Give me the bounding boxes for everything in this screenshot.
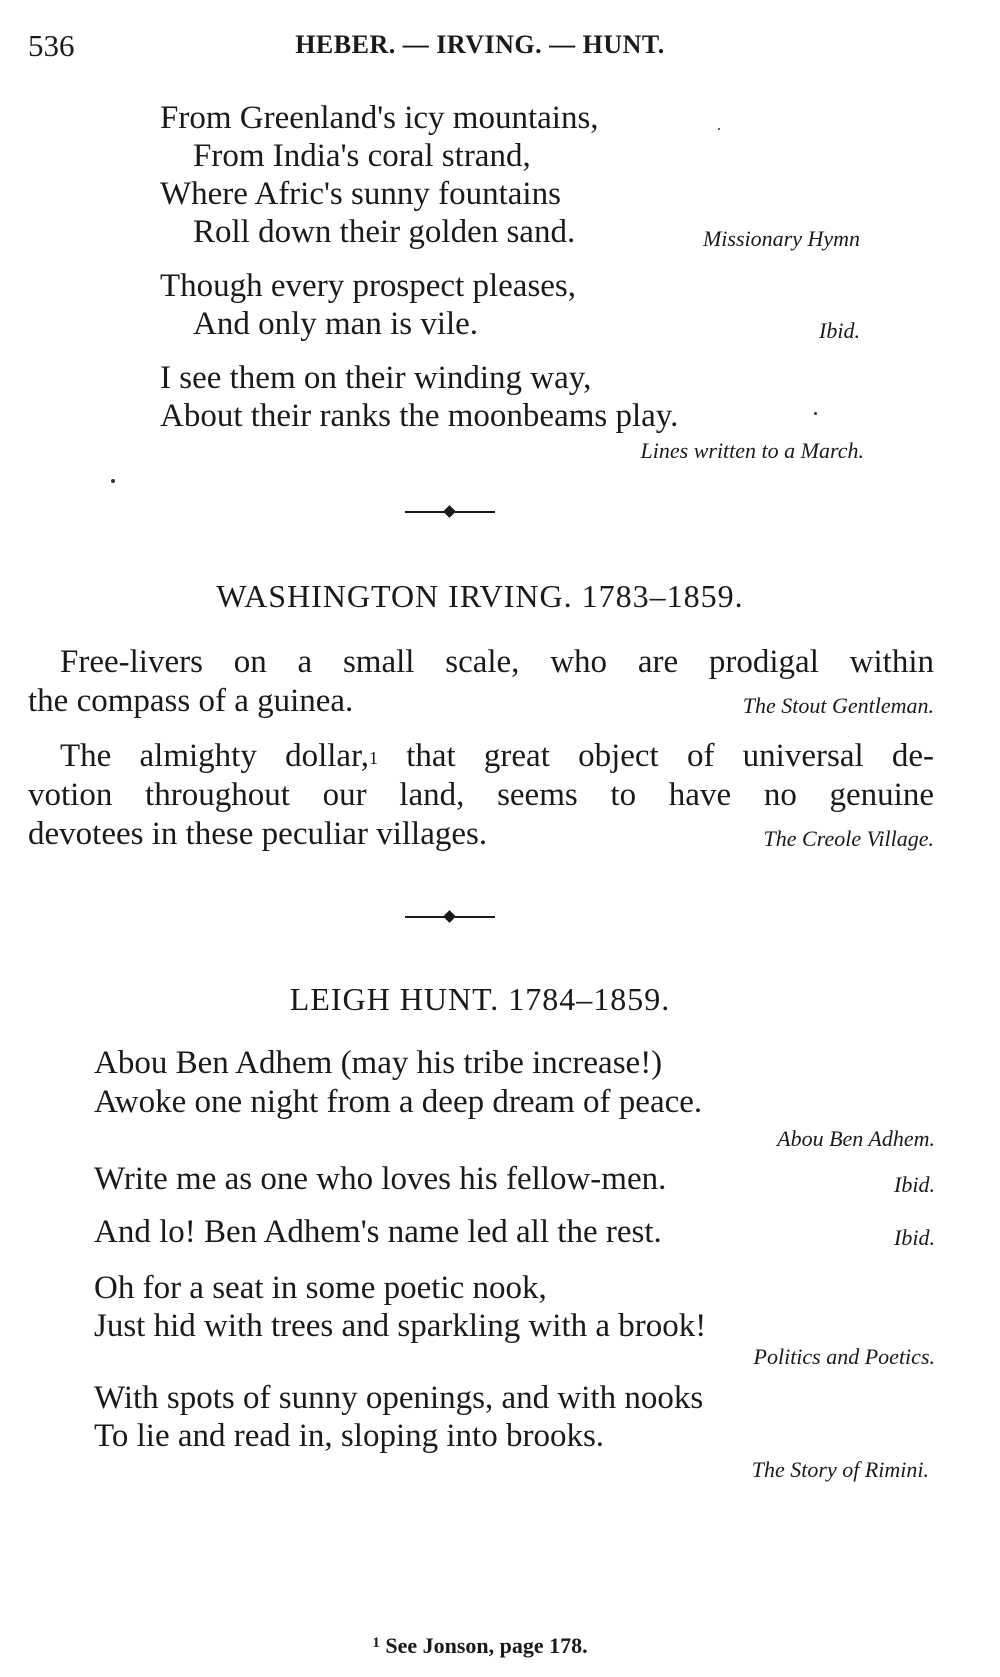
quote-source: Missionary Hymn — [702, 226, 860, 251]
verse-line: To lie and read in, sloping into brooks. — [94, 1418, 605, 1454]
divider-rule — [405, 916, 445, 918]
prose-line: votion throughout our land, seems to have no genuine — [28, 777, 934, 813]
footnote-reference: 1 — [368, 748, 378, 768]
divider-rule — [405, 511, 445, 513]
verse-line: Abou Ben Adhem (may his tribe increase!) — [94, 1045, 663, 1081]
quote-source: The Stout Gentleman. — [742, 693, 934, 718]
verse-line: Just hid with trees and sparkling with a brook! — [94, 1308, 707, 1344]
quote-source: Ibid. — [819, 318, 860, 343]
page-number: 536 — [28, 28, 75, 63]
prose-line-last — [28, 815, 934, 854]
verse-line: And only man is vile. — [193, 306, 479, 342]
verse-line: Awoke one night from a deep dream of peace. — [94, 1084, 703, 1120]
prose-line-last — [28, 682, 934, 721]
verse-line: I see them on their winding way, — [160, 360, 592, 396]
verse-line: About their ranks the moonbeams play. — [160, 398, 679, 434]
verse-line: From India's coral strand, — [193, 138, 531, 174]
verse-line: Where Afric's sunny fountains — [160, 176, 561, 212]
quote-source: Lines written to a March. — [640, 438, 864, 463]
quote-source: Abou Ben Adhem. — [777, 1126, 935, 1151]
divider-rule — [455, 511, 495, 513]
quote-source: The Creole Village. — [763, 826, 934, 851]
verse-line: Roll down their golden sand. — [193, 214, 576, 250]
prose-text: that great object of universal de- — [377, 738, 934, 774]
verse-line: And lo! Ben Adhem's name led all the rest. — [94, 1214, 662, 1250]
prose-text: devotees in these peculiar villages. — [28, 816, 488, 852]
diamond-ornament-icon — [443, 910, 456, 923]
prose-line — [28, 737, 934, 776]
prose-quote — [28, 643, 934, 721]
author-heading: WASHINGTON IRVING. 1783–1859. — [216, 578, 744, 614]
quote-source: Ibid. — [894, 1225, 935, 1250]
prose-text: the compass of a guinea. — [28, 683, 354, 719]
quote-source: Ibid. — [894, 1172, 935, 1197]
print-speck — [814, 412, 817, 415]
verse-line: From Greenland's icy mountains, — [160, 100, 599, 136]
print-speck — [718, 128, 720, 130]
quote-source: The Story of Rimini. — [751, 1457, 929, 1482]
diamond-ornament-icon — [443, 505, 456, 518]
author-heading: LEIGH HUNT. 1784–1859. — [289, 981, 671, 1017]
print-speck — [111, 479, 115, 483]
footnote-text: See Jonson, page 178. — [385, 1633, 588, 1658]
verse-line: Though every prospect pleases, — [160, 268, 577, 304]
footnote-mark: 1 — [372, 1635, 380, 1651]
footnote — [0, 1633, 960, 1659]
verse-line: Write me as one who loves his fellow-men. — [94, 1161, 667, 1197]
prose-line: Free-livers on a small scale, who are prodigal within — [60, 644, 934, 680]
section-divider — [405, 910, 495, 924]
quote-source: Politics and Poetics. — [753, 1344, 935, 1369]
prose-text: The almighty dollar, — [60, 738, 369, 774]
verse-line: Oh for a seat in some poetic nook, — [94, 1270, 547, 1306]
running-title: HEBER. — IRVING. — HUNT. — [295, 30, 665, 59]
section-divider — [405, 505, 495, 519]
divider-rule — [455, 916, 495, 918]
verse-line: With spots of sunny openings, and with nooks — [94, 1380, 704, 1416]
prose-quote — [28, 737, 934, 854]
